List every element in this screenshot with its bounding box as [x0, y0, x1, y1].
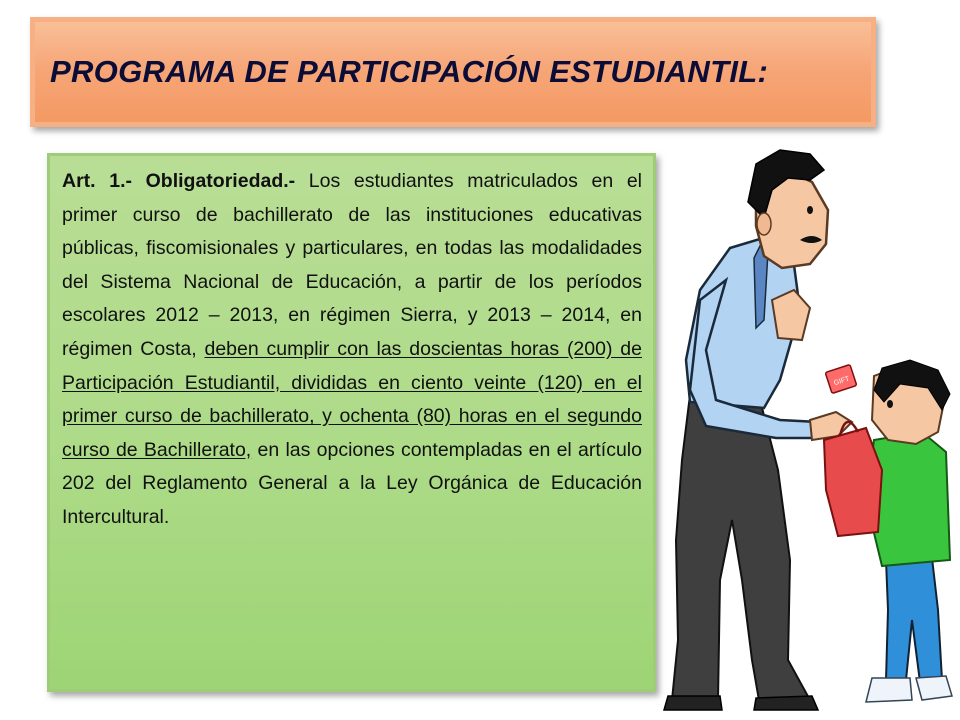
article-intro: Los estudiantes matriculados en el primer curso de bachillerato de las instituciones educativas públicas, fiscomisionales y particulares, en todas las modalidades del Sistema Nacional de Educación, a partir de los períodos escolares 2012 – 2013, en régimen Sierra, y 2013 – 2014, en régimen Costa,	[62, 170, 642, 360]
article-underlined: deben cumplir con las doscientas horas (200) de Participación Estudiantil, divididas en ciento veinte (120) en el primer curso de bachillerato, y ochenta (80) horas en el segundo curso de Bachillerato,	[62, 337, 642, 461]
article-text-box	[47, 153, 656, 692]
man-shoe-left	[664, 696, 722, 710]
man-hand-chest	[772, 290, 810, 340]
gift-bag-tag-label: GIFT	[833, 375, 851, 388]
article-outro: en las opciones contempladas en el artículo 202 del Reglamento General a la Ley Orgánica de Educación Intercultural.	[62, 438, 642, 528]
slide-title: PROGRAMA DE PARTICIPACIÓN ESTUDIANTIL:	[50, 54, 769, 89]
boy-shoe-right	[916, 676, 952, 700]
man-shoe-right	[754, 696, 818, 710]
teacher-student-illustration	[660, 140, 956, 712]
article-heading: Art. 1.- Obligatoriedad.-	[62, 170, 296, 192]
man-trousers	[672, 395, 810, 706]
boy-eye	[887, 400, 893, 408]
boy-jeans	[886, 558, 942, 682]
title-banner	[30, 17, 876, 127]
article-paragraph	[62, 165, 642, 535]
man-ear	[757, 213, 771, 235]
boy-shoe-left	[866, 678, 912, 702]
man-eye	[807, 206, 813, 214]
